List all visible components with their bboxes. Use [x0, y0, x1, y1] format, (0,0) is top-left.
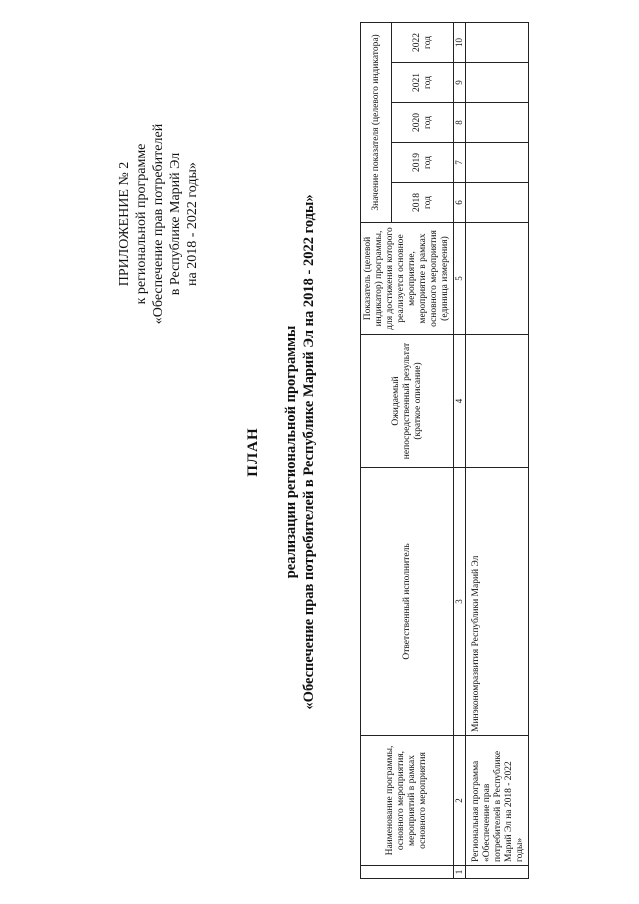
row-value: [466, 22, 529, 62]
row-result: [466, 335, 529, 468]
header-year: 2022 год: [392, 22, 454, 62]
appendix-header: [116, 64, 201, 384]
plan-table: [360, 22, 529, 879]
plan-subtitle-line: «Обеспечение прав потребителей в Республике Марий Эл на 2018 - 2022 годы»: [301, 194, 317, 710]
column-number-row: [454, 22, 466, 878]
column-number: 3: [454, 468, 466, 736]
column-number: 7: [454, 143, 466, 183]
row-executor: Минэкономразвития Республики Марий Эл: [466, 468, 529, 736]
column-number: 1: [454, 866, 466, 879]
column-number: 8: [454, 103, 466, 143]
plan-subtitle-line: реализации региональной программы: [283, 325, 299, 579]
row-indicator: [466, 223, 529, 335]
header-executor: Ответственный исполнитель: [361, 468, 454, 736]
row-value: [466, 63, 529, 103]
column-number: 6: [454, 183, 466, 223]
plan-title: ПЛАН: [245, 427, 261, 477]
row-value: [466, 183, 529, 223]
column-number: 10: [454, 22, 466, 62]
header-result: Ожидаемый непосредственный результат (краткое описание): [361, 335, 454, 468]
column-number: 5: [454, 223, 466, 335]
header-year: 2019 год: [392, 143, 454, 183]
row-name: Региональная программа «Обеспечение прав потребителей в Республике Марий Эл на 2018 - 2022 годы»: [466, 736, 529, 866]
header-indicator: Показатель (целевой индикатор) программы, для достижения которого реализуется основное мероприятие, мероприятие в рамках основного мероприятия (единица измерения): [361, 223, 454, 335]
column-number: 9: [454, 63, 466, 103]
header-number: [361, 866, 454, 879]
appendix-line: к региональной программе: [134, 143, 149, 305]
appendix-line: ПРИЛОЖЕНИЕ № 2: [117, 161, 132, 287]
header-year: 2018 год: [392, 183, 454, 223]
header-year: 2020 год: [392, 103, 454, 143]
plan-subtitle: [282, 0, 318, 904]
header-values-group: Значение показателя (целевого индикатора): [361, 22, 392, 222]
appendix-line: «Обеспечение прав потребителей: [151, 123, 166, 325]
appendix-line: в Республике Марий Эл: [168, 152, 183, 296]
table-header-row: [361, 22, 392, 878]
column-number: 4: [454, 335, 466, 468]
header-year: 2021 год: [392, 63, 454, 103]
row-value: [466, 103, 529, 143]
column-number: 2: [454, 736, 466, 866]
table-row: [466, 22, 529, 878]
header-name: Наименование программы, основного мероприятия, мероприятий в рамках основного мероприятия: [361, 736, 454, 866]
appendix-line: на 2018 - 2022 годы»: [185, 162, 200, 286]
row-value: [466, 143, 529, 183]
row-number: [466, 866, 529, 879]
